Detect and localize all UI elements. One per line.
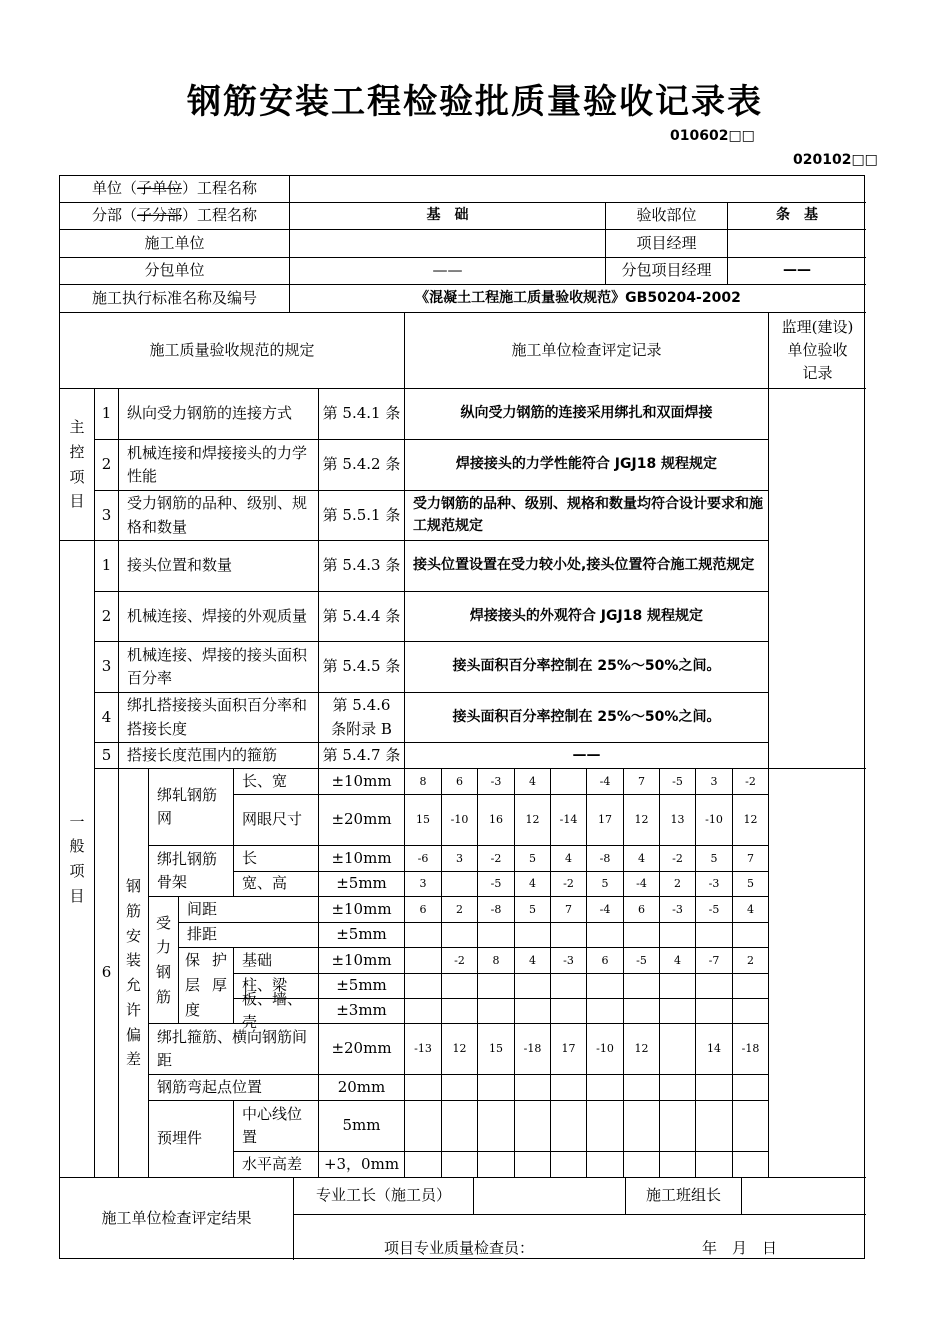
- measurement-cell[interactable]: [624, 1075, 660, 1101]
- acceptance-part-label: 验收部位: [606, 203, 728, 230]
- general-item-name: 绑扎搭接接头面积百分率和搭接长度: [119, 693, 319, 743]
- supervisor-column-header: 监理(建设)单位验收记录: [769, 313, 866, 389]
- measurement-cell[interactable]: 6: [624, 897, 660, 923]
- measurement-cell[interactable]: [442, 999, 478, 1024]
- measurement-cell[interactable]: 6: [442, 769, 478, 795]
- measurement-cell[interactable]: [478, 999, 515, 1024]
- deviation-tolerance: ±5mm: [319, 923, 405, 948]
- deviation-sub-item: 板、墙、壳: [234, 999, 319, 1024]
- team-leader-value[interactable]: [742, 1178, 866, 1215]
- measurement-cell[interactable]: 4: [515, 948, 551, 974]
- general-item-clause: 第 5.4.7 条: [319, 743, 405, 769]
- measurement-cell[interactable]: [442, 1101, 478, 1152]
- measurement-cell[interactable]: -3: [551, 948, 587, 974]
- general-item-record: 接头面积百分率控制在 25%～50%之间。: [405, 642, 769, 693]
- measurement-cell[interactable]: [478, 974, 515, 999]
- form-title: 钢筋安装工程检验批质量验收记录表: [187, 82, 763, 122]
- deviation-item-no: 6: [95, 769, 119, 1178]
- record-column-header: 施工单位检查评定记录: [405, 313, 769, 389]
- main-item-name: 受力钢筋的品种、级别、规格和数量: [119, 491, 319, 541]
- mesh-group-label: 绑轧钢筋网: [149, 769, 234, 846]
- supervisor-deviation-cell[interactable]: [769, 1024, 866, 1075]
- measurement-cell[interactable]: 12: [624, 795, 660, 846]
- sub-pm-label: 分包项目经理: [606, 258, 728, 285]
- measurement-cell[interactable]: [442, 923, 478, 948]
- measurement-cell[interactable]: [624, 974, 660, 999]
- sub-pm-value[interactable]: ——: [728, 258, 866, 285]
- measurement-cell[interactable]: [478, 1152, 515, 1178]
- measurement-cell[interactable]: -13: [405, 1024, 442, 1075]
- spec-column-header: 施工质量验收规范的规定: [60, 313, 405, 389]
- general-item-name: 机械连接、焊接的外观质量: [119, 592, 319, 642]
- bend-point-label: 钢筋弯起点位置: [149, 1075, 319, 1101]
- acceptance-part-value[interactable]: 条 基: [728, 203, 866, 230]
- main-item-clause: 第 5.4.1 条: [319, 389, 405, 440]
- measurement-cell[interactable]: 4: [551, 846, 587, 872]
- measurement-cell[interactable]: [660, 974, 696, 999]
- deviation-sub-item: 水平高差: [234, 1152, 319, 1178]
- deviation-tolerance: 20mm: [319, 1075, 405, 1101]
- measurement-cell[interactable]: [551, 999, 587, 1024]
- main-item-no: 2: [95, 440, 119, 491]
- supervisor-deviation-cell[interactable]: [769, 1152, 866, 1178]
- measurement-cell[interactable]: -2: [442, 948, 478, 974]
- general-item-name: 搭接长度范围内的箍筋: [119, 743, 319, 769]
- general-item-name: 接头位置和数量: [119, 541, 319, 592]
- measurement-cell[interactable]: 17: [587, 795, 624, 846]
- measurement-cell[interactable]: [696, 999, 733, 1024]
- deviation-sub-item: 基础: [234, 948, 319, 974]
- general-item-clause: 第 5.4.6 条附录 B: [319, 693, 405, 743]
- measurement-cell[interactable]: 5: [587, 872, 624, 897]
- measurement-cell[interactable]: -4: [587, 769, 624, 795]
- measurement-cell[interactable]: [624, 999, 660, 1024]
- measurement-cell[interactable]: -5: [624, 948, 660, 974]
- bars-group-label: 受力钢筋: [149, 897, 179, 1024]
- measurement-cell[interactable]: [587, 923, 624, 948]
- measurement-cell[interactable]: -3: [478, 769, 515, 795]
- measurement-cell[interactable]: [660, 1152, 696, 1178]
- measurement-cell[interactable]: [733, 974, 769, 999]
- supervisor-deviation-cell[interactable]: [769, 1075, 866, 1101]
- embedded-parts-label: 预埋件: [149, 1101, 234, 1178]
- measurement-cell[interactable]: 5: [515, 846, 551, 872]
- measurement-cell[interactable]: -4: [624, 872, 660, 897]
- supervisor-deviation-cell[interactable]: [769, 1101, 866, 1152]
- measurement-cell[interactable]: [733, 1101, 769, 1152]
- measurement-cell[interactable]: -18: [733, 1024, 769, 1075]
- measurement-cell[interactable]: 2: [442, 897, 478, 923]
- measurement-cell[interactable]: 7: [551, 897, 587, 923]
- supervisor-deviation-cell[interactable]: [769, 846, 866, 872]
- measurement-cell[interactable]: 6: [405, 897, 442, 923]
- main-item-record: 焊接接头的力学性能符合 JGJ18 规程规定: [405, 440, 769, 491]
- measurement-cell[interactable]: 2: [733, 948, 769, 974]
- general-item-clause: 第 5.4.4 条: [319, 592, 405, 642]
- measurement-cell[interactable]: [405, 1075, 442, 1101]
- measurement-cell[interactable]: [733, 923, 769, 948]
- measurement-cell[interactable]: [660, 999, 696, 1024]
- foreman-label: 专业工长（施工员）: [294, 1178, 474, 1215]
- measurement-cell[interactable]: [405, 974, 442, 999]
- general-item-record: 焊接接头的外观符合 JGJ18 规程规定: [405, 592, 769, 642]
- measurement-cell[interactable]: 3: [442, 846, 478, 872]
- contractor-label: 施工单位: [60, 230, 290, 258]
- measurement-cell[interactable]: [405, 1101, 442, 1152]
- measurement-cell[interactable]: [442, 1075, 478, 1101]
- measurement-cell[interactable]: 16: [478, 795, 515, 846]
- main-item-name: 纵向受力钢筋的连接方式: [119, 389, 319, 440]
- measurement-cell[interactable]: [587, 999, 624, 1024]
- supervisor-deviation-cell[interactable]: [769, 999, 866, 1024]
- measurement-cell[interactable]: 6: [587, 948, 624, 974]
- measurement-cell[interactable]: [551, 974, 587, 999]
- deviation-tolerance: ±20mm: [319, 795, 405, 846]
- measurement-cell[interactable]: -10: [442, 795, 478, 846]
- measurement-cell[interactable]: -10: [587, 1024, 624, 1075]
- stirrup-spacing-label: 绑扎箍筋、横向钢筋间距: [149, 1024, 319, 1075]
- measurement-cell[interactable]: -5: [660, 769, 696, 795]
- date-label: 年 月 日: [702, 1239, 778, 1257]
- general-item-record: 接头位置设置在受力较小处,接头位置符合施工规范规定: [405, 541, 769, 592]
- project-manager-label: 项目经理: [606, 230, 728, 258]
- measurement-cell[interactable]: [624, 1101, 660, 1152]
- deviation-tolerance: ±20mm: [319, 1024, 405, 1075]
- measurement-cell[interactable]: -3: [696, 872, 733, 897]
- measurement-cell[interactable]: [587, 1152, 624, 1178]
- subcontractor-value[interactable]: ——: [290, 258, 606, 285]
- foreman-value[interactable]: [474, 1178, 626, 1215]
- measurement-cell[interactable]: [551, 1075, 587, 1101]
- deviation-sub-item: 网眼尺寸: [234, 795, 319, 846]
- measurement-cell[interactable]: [442, 1152, 478, 1178]
- deviation-tolerance: ±10mm: [319, 846, 405, 872]
- measurement-cell[interactable]: [696, 923, 733, 948]
- general-items-group-label: 一般项目: [60, 541, 95, 1178]
- measurement-cell[interactable]: 5: [515, 897, 551, 923]
- supervisor-record-cell[interactable]: [769, 389, 866, 769]
- inspection-form: [59, 175, 865, 1259]
- deviation-label: 钢筋安装允许偏差: [119, 769, 149, 1178]
- measurement-cell[interactable]: [624, 923, 660, 948]
- measurement-cell[interactable]: [696, 1152, 733, 1178]
- deviation-sub-item: 排距: [179, 923, 319, 948]
- measurement-cell[interactable]: [660, 1101, 696, 1152]
- measurement-cell[interactable]: 12: [733, 795, 769, 846]
- measurement-cell[interactable]: [442, 872, 478, 897]
- deviation-sub-item: 间距: [179, 897, 319, 923]
- deviation-tolerance: ±3mm: [319, 999, 405, 1024]
- measurement-cell[interactable]: -2: [478, 846, 515, 872]
- measurement-cell[interactable]: -7: [696, 948, 733, 974]
- measurement-cell[interactable]: [696, 974, 733, 999]
- measurement-cell[interactable]: 3: [696, 769, 733, 795]
- measurement-cell[interactable]: [551, 769, 587, 795]
- measurement-cell[interactable]: 15: [405, 795, 442, 846]
- measurement-cell[interactable]: 7: [733, 846, 769, 872]
- supervisor-deviation-cell[interactable]: [769, 872, 866, 897]
- measurement-cell[interactable]: [733, 1075, 769, 1101]
- measurement-cell[interactable]: [515, 999, 551, 1024]
- deviation-tolerance: ±5mm: [319, 974, 405, 999]
- measurement-cell[interactable]: [515, 923, 551, 948]
- deviation-tolerance: +3，0mm: [319, 1152, 405, 1178]
- main-items-group-label: 主控项目: [60, 389, 95, 541]
- main-item-record: 纵向受力钢筋的连接采用绑扎和双面焊接: [405, 389, 769, 440]
- measurement-cell[interactable]: [551, 1152, 587, 1178]
- measurement-cell[interactable]: 3: [405, 872, 442, 897]
- measurement-cell[interactable]: [478, 1101, 515, 1152]
- measurement-cell[interactable]: -8: [478, 897, 515, 923]
- measurement-cell[interactable]: [442, 974, 478, 999]
- measurement-cell[interactable]: [478, 1075, 515, 1101]
- measurement-cell[interactable]: 12: [515, 795, 551, 846]
- supervisor-deviation-cell[interactable]: [769, 769, 866, 795]
- measurement-cell[interactable]: 12: [442, 1024, 478, 1075]
- sub-project-value[interactable]: 基 础: [290, 203, 606, 230]
- measurement-cell[interactable]: -8: [587, 846, 624, 872]
- measurement-cell[interactable]: 4: [660, 948, 696, 974]
- deviation-tolerance: ±10mm: [319, 897, 405, 923]
- supervisor-deviation-cell[interactable]: [769, 974, 866, 999]
- measurement-cell[interactable]: [551, 923, 587, 948]
- deviation-sub-item: 长: [234, 846, 319, 872]
- general-item-no: 4: [95, 693, 119, 743]
- project-manager-value[interactable]: [728, 230, 866, 258]
- measurement-cell[interactable]: 4: [733, 897, 769, 923]
- main-item-record: 受力钢筋的品种、级别、规格和数量均符合设计要求和施工规范规定: [405, 491, 769, 541]
- measurement-cell[interactable]: 14: [696, 1024, 733, 1075]
- unit-project-value[interactable]: [290, 176, 866, 203]
- measurement-cell[interactable]: [696, 1101, 733, 1152]
- supervisor-deviation-cell[interactable]: [769, 795, 866, 846]
- deviation-sub-item: 中心线位置: [234, 1101, 319, 1152]
- measurement-cell[interactable]: [733, 1152, 769, 1178]
- measurement-cell[interactable]: 4: [515, 769, 551, 795]
- general-item-name: 机械连接、焊接的接头面积百分率: [119, 642, 319, 693]
- cage-group-label: 绑扎钢筋骨架: [149, 846, 234, 897]
- supervisor-deviation-cell[interactable]: [769, 948, 866, 974]
- main-item-no: 3: [95, 491, 119, 541]
- measurement-cell[interactable]: [696, 1075, 733, 1101]
- measurement-cell[interactable]: -3: [660, 897, 696, 923]
- inspector-label: 项目专业质量检查员：: [384, 1239, 535, 1257]
- measurement-cell[interactable]: 8: [405, 769, 442, 795]
- measurement-cell[interactable]: [478, 923, 515, 948]
- deviation-sub-item: 长、宽: [234, 769, 319, 795]
- measurement-cell[interactable]: -6: [405, 846, 442, 872]
- measurement-cell[interactable]: 2: [660, 872, 696, 897]
- unit-project-label: 单位（ 子单位 ）工程名称: [60, 176, 290, 203]
- measurement-cell[interactable]: [660, 923, 696, 948]
- measurement-cell[interactable]: 13: [660, 795, 696, 846]
- measurement-cell[interactable]: -2: [660, 846, 696, 872]
- measurement-cell[interactable]: 7: [624, 769, 660, 795]
- measurement-cell[interactable]: -5: [478, 872, 515, 897]
- form-code-primary: 010602□□: [670, 128, 755, 144]
- general-item-no: 5: [95, 743, 119, 769]
- form-code-secondary: 020102□□: [793, 152, 878, 168]
- measurement-cell[interactable]: -4: [587, 897, 624, 923]
- general-item-clause: 第 5.4.5 条: [319, 642, 405, 693]
- deviation-sub-item: 宽、高: [234, 872, 319, 897]
- measurement-cell[interactable]: -14: [551, 795, 587, 846]
- measurement-cell[interactable]: -2: [551, 872, 587, 897]
- measurement-cell[interactable]: [405, 1152, 442, 1178]
- general-item-record: 接头面积百分率控制在 25%～50%之间。: [405, 693, 769, 743]
- cover-group-label: 保护层厚度: [179, 948, 234, 1024]
- measurement-cell[interactable]: [587, 974, 624, 999]
- inspector-signature-area[interactable]: [294, 1215, 866, 1260]
- measurement-cell[interactable]: [587, 1075, 624, 1101]
- measurement-cell[interactable]: -18: [515, 1024, 551, 1075]
- measurement-cell[interactable]: 17: [551, 1024, 587, 1075]
- supervisor-deviation-cell[interactable]: [769, 923, 866, 948]
- deviation-tolerance: ±5mm: [319, 872, 405, 897]
- measurement-cell[interactable]: 4: [515, 872, 551, 897]
- measurement-cell[interactable]: [405, 999, 442, 1024]
- measurement-cell[interactable]: [624, 1152, 660, 1178]
- general-item-no: 3: [95, 642, 119, 693]
- measurement-cell[interactable]: 12: [624, 1024, 660, 1075]
- measurement-cell[interactable]: 15: [478, 1024, 515, 1075]
- measurement-cell[interactable]: [515, 1101, 551, 1152]
- measurement-cell[interactable]: 8: [478, 948, 515, 974]
- measurement-cell[interactable]: [660, 1075, 696, 1101]
- deviation-sub-item: 柱、梁: [234, 974, 319, 999]
- sub-project-label: 分部（ 子分部 ）工程名称: [60, 203, 290, 230]
- main-item-clause: 第 5.4.2 条: [319, 440, 405, 491]
- measurement-cell[interactable]: [551, 1101, 587, 1152]
- measurement-cell[interactable]: [515, 974, 551, 999]
- result-label: 施工单位检查评定结果: [60, 1178, 294, 1260]
- measurement-cell[interactable]: [733, 999, 769, 1024]
- supervisor-deviation-cell[interactable]: [769, 897, 866, 923]
- main-item-name: 机械连接和焊接接头的力学性能: [119, 440, 319, 491]
- measurement-cell[interactable]: [405, 948, 442, 974]
- team-leader-label: 施工班组长: [626, 1178, 742, 1215]
- measurement-cell[interactable]: [587, 1101, 624, 1152]
- measurement-cell[interactable]: 5: [733, 872, 769, 897]
- general-item-no: 1: [95, 541, 119, 592]
- deviation-tolerance: 5mm: [319, 1101, 405, 1152]
- measurement-cell[interactable]: 5: [696, 846, 733, 872]
- measurement-cell[interactable]: -2: [733, 769, 769, 795]
- contractor-value[interactable]: [290, 230, 606, 258]
- standard-value: 《混凝土工程施工质量验收规范》GB50204-2002: [290, 285, 866, 313]
- measurement-cell[interactable]: [660, 1024, 696, 1075]
- subcontractor-label: 分包单位: [60, 258, 290, 285]
- measurement-cell[interactable]: -10: [696, 795, 733, 846]
- measurement-cell[interactable]: 4: [624, 846, 660, 872]
- general-item-no: 2: [95, 592, 119, 642]
- main-item-no: 1: [95, 389, 119, 440]
- measurement-cell[interactable]: [515, 1152, 551, 1178]
- measurement-cell[interactable]: [515, 1075, 551, 1101]
- deviation-tolerance: ±10mm: [319, 948, 405, 974]
- main-item-clause: 第 5.5.1 条: [319, 491, 405, 541]
- measurement-cell[interactable]: -5: [696, 897, 733, 923]
- standard-label: 施工执行标准名称及编号: [60, 285, 290, 313]
- general-item-clause: 第 5.4.3 条: [319, 541, 405, 592]
- general-item-record: ——: [405, 743, 769, 769]
- deviation-tolerance: ±10mm: [319, 769, 405, 795]
- measurement-cell[interactable]: [405, 923, 442, 948]
